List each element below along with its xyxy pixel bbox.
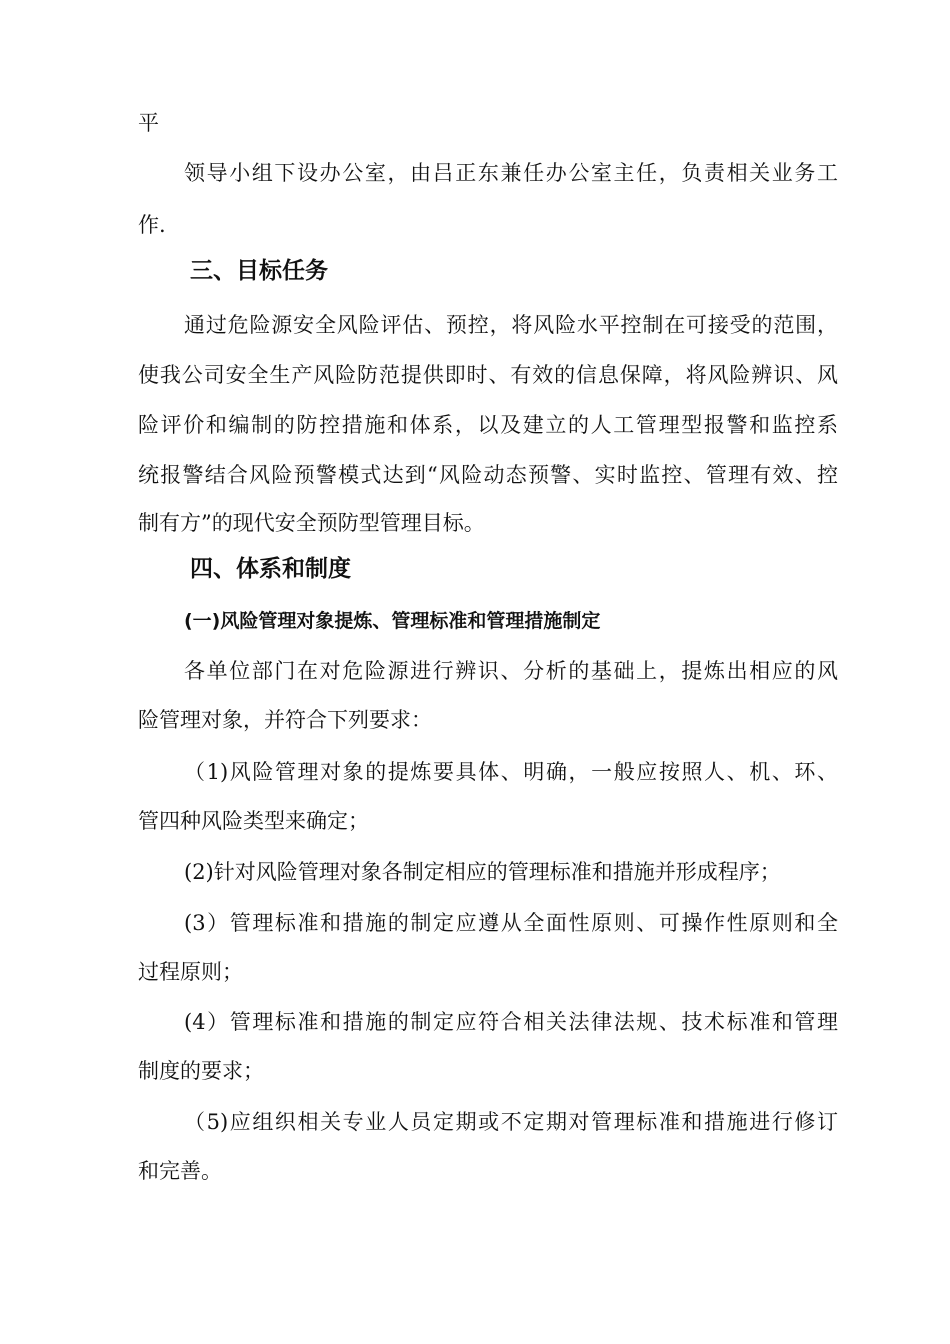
item-1-line-2: 管四种风险类型来确定；	[138, 809, 369, 833]
intro-paragraph-line-1: 各单位部门在对危险源进行辨识、分析的基础上，提炼出相应的风	[184, 659, 838, 683]
item-5-line-1: （5)应组织相关专业人员定期或不定期对管理标准和措施进行修订	[184, 1110, 838, 1134]
item-5-line-2: 和完善。	[138, 1159, 222, 1183]
item-4-line-1: (4）管理标准和措施的制定应符合相关法律法规、技术标准和管理	[184, 1010, 838, 1034]
office-paragraph-line-1: 领导小组下设办公室，由吕正东兼任办公室主任，负责相关业务工	[184, 161, 838, 185]
intro-paragraph-line-2: 险管理对象，并符合下列要求：	[138, 708, 432, 732]
goal-paragraph-line-3: 险评价和编制的防控措施和体系，以及建立的人工管理型报警和监控系	[138, 413, 838, 437]
goal-paragraph-line-1: 通过危险源安全风险评估、预控，将风险水平控制在可接受的范围，	[184, 313, 838, 337]
item-1-line-1: （1)风险管理对象的提炼要具体、明确，一般应按照人、机、环、	[184, 760, 838, 784]
section-heading-goal: 三、目标任务	[190, 258, 328, 284]
item-4-line-2: 制度的要求；	[138, 1059, 264, 1083]
fragment-line: 平	[138, 111, 159, 135]
section-heading-system: 四、体系和制度	[190, 556, 351, 582]
item-2-line-1: (2)针对风险管理对象各制定相应的管理标准和措施并形成程序；	[184, 860, 781, 884]
goal-paragraph-line-5: 制有方”的现代安全预防型管理目标。	[138, 511, 485, 535]
office-paragraph-line-2: 作.	[138, 213, 166, 237]
item-3-line-2: 过程原则；	[138, 960, 243, 984]
item-3-line-1: (3）管理标准和措施的制定应遵从全面性原则、可操作性原则和全	[184, 911, 838, 935]
goal-paragraph-line-4: 统报警结合风险预警模式达到“风险动态预警、实时监控、管理有效、控	[138, 463, 838, 487]
subheading-risk-objects: (一)风险管理对象提炼、管理标准和管理措施制定	[184, 610, 601, 632]
goal-paragraph-line-2: 使我公司安全生产风险防范提供即时、有效的信息保障，将风险辨识、风	[138, 363, 838, 387]
